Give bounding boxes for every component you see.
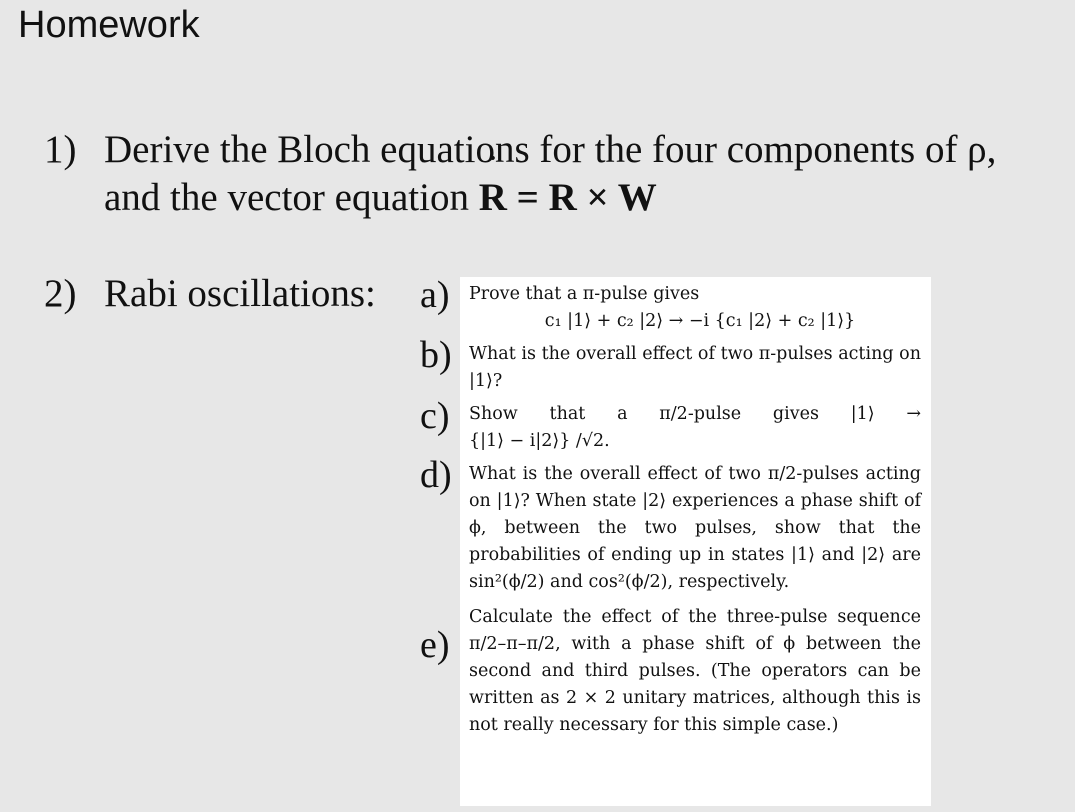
question-1-text: Derive the Bloch equations for the four components of ρ, bbox=[104, 128, 997, 171]
question-1 bbox=[44, 126, 996, 222]
question-1-line-2 bbox=[44, 174, 996, 222]
vector-equation-rest: = R × W bbox=[506, 176, 657, 219]
part-b-letter: b) bbox=[420, 334, 452, 376]
question-2 bbox=[44, 270, 376, 318]
question-2-label: Rabi oscillations: bbox=[104, 272, 376, 315]
question-2-number: 2) bbox=[44, 272, 77, 315]
slide-title: Homework bbox=[18, 4, 200, 46]
part-c-text-line-2: {|1⟩ − i|2⟩} /√2. bbox=[469, 431, 610, 451]
question-1-text-2: and the vector equation bbox=[104, 176, 479, 219]
part-e-text: Calculate the effect of the three-pulse sequence π/2–π–π/2, with a phase shift of ϕ between the second and third pulses. (The operators can be written as 2 × 2 unitary matrices, although this is not really necessary for this simple case.) bbox=[469, 607, 921, 735]
part-b-text: What is the overall effect of two π-pulses acting on |1⟩? bbox=[469, 344, 921, 391]
part-c-letter: c) bbox=[420, 395, 450, 437]
question-1-line-1 bbox=[44, 126, 996, 174]
part-a-equation: c₁ |1⟩ + c₂ |2⟩ → −i {c₁ |2⟩ + c₂ |1⟩} bbox=[544, 311, 856, 331]
r-dot-symbol: ˙ R bbox=[479, 174, 507, 222]
part-d-letter: d) bbox=[420, 454, 452, 496]
question-1-number: 1) bbox=[44, 128, 77, 171]
part-a-letter: a) bbox=[420, 274, 450, 316]
part-c-text-line-1: Show that a π/2-pulse gives |1⟩ → bbox=[469, 404, 921, 424]
part-a-text: Prove that a π-pulse gives bbox=[469, 284, 700, 304]
subquestions-panel bbox=[460, 277, 931, 806]
part-d-text: What is the overall effect of two π/2-pulses acting on |1⟩? When state |2⟩ experiences a phase shift of ϕ, between the two pulses, show that the probabilities of ending up in states |1⟩ and |2⟩ are sin²(ϕ/2) and cos²(ϕ/2), respectively. bbox=[469, 464, 921, 592]
part-e-letter: e) bbox=[420, 624, 450, 666]
vector-equation bbox=[479, 176, 657, 219]
